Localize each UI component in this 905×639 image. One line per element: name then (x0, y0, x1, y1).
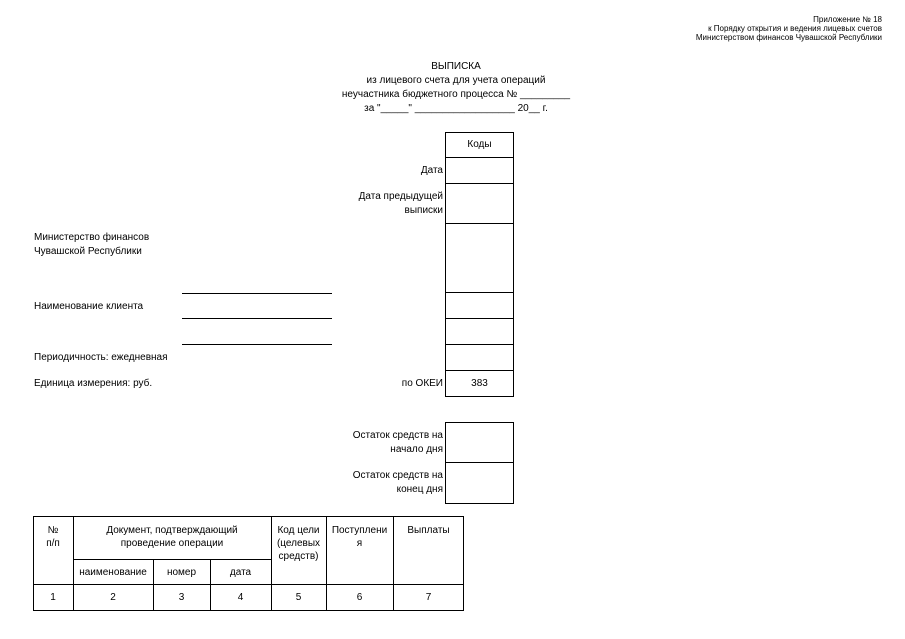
client-name-line-3 (182, 344, 332, 345)
okei-label: по ОКЕИ (401, 378, 443, 389)
row-number-4: 4 (237, 592, 244, 603)
codes-header: Коды (467, 139, 492, 150)
balance-end-label (300, 469, 443, 497)
row-number-3: 3 (178, 592, 185, 603)
balance-divider (445, 462, 514, 463)
codes-divider-5 (445, 318, 514, 319)
unit-label: Единица измерения: руб. (34, 378, 153, 389)
th-document-line-1: Документ, подтверждающий (106, 525, 238, 536)
th-income (326, 524, 393, 550)
okei-value: 383 (471, 378, 488, 389)
periodicity-label: Периодичность: ежедневная (34, 352, 168, 363)
ministry-line-2: Чувашской Республики (34, 246, 142, 257)
row-number-5: 5 (295, 592, 302, 603)
appendix-line-1: Приложение № 18 (813, 15, 882, 24)
th-goal-line-1: Код цели (277, 525, 320, 536)
row-number-6: 6 (356, 592, 363, 603)
th-doc-name: наименование (79, 567, 147, 578)
row-number-2: 2 (110, 592, 116, 603)
th-doc-number: номер (166, 567, 197, 578)
th-num (33, 524, 73, 550)
table-hline-body (33, 584, 464, 585)
ministry-line-1: Министерство финансов (34, 232, 150, 243)
th-payments: Выплаты (407, 525, 450, 536)
client-label: Наименование клиента (34, 301, 144, 312)
prev-statement-line-1: Дата предыдущей (358, 191, 443, 202)
th-goal-line-2: (целевых (276, 538, 321, 549)
codes-divider-3 (445, 223, 514, 224)
prev-statement-label (300, 190, 443, 218)
title-line-2: из лицевого счета для учета операций (366, 75, 546, 86)
th-doc-date: дата (229, 567, 252, 578)
balance-start-line-1: Остаток средств на (352, 430, 443, 441)
table-hline-sub (73, 559, 271, 560)
title-line-3: неучастника бюджетного процесса № _________ (341, 89, 571, 100)
row-number-7: 7 (425, 592, 432, 603)
appendix-line-3: Министерством финансов Чувашской Республики (695, 33, 882, 42)
th-goal-code (271, 524, 326, 563)
th-num-line-2: п/п (46, 538, 60, 549)
title-line-4: за "_____" __________________ 20__ г. (364, 103, 548, 114)
prev-statement-line-2: выписки (404, 205, 443, 216)
codes-column (445, 132, 514, 397)
th-document-line-2: проведение операции (120, 538, 224, 549)
title-line-1: ВЫПИСКА (431, 61, 481, 72)
balance-end-line-2: конец дня (396, 484, 443, 495)
th-document (73, 524, 271, 550)
th-income-line-2: я (356, 538, 363, 549)
codes-divider-1 (445, 157, 514, 158)
balance-end-line-1: Остаток средств на (352, 470, 443, 481)
th-num-line-1: № (47, 525, 59, 536)
date-label: Дата (420, 165, 443, 176)
client-name-line-2 (182, 318, 332, 319)
ministry-label (34, 231, 149, 259)
balance-box (445, 422, 514, 504)
codes-divider-4 (445, 292, 514, 293)
appendix-line-2: к Порядку открытия и ведения лицевых счетов (708, 24, 882, 33)
balance-start-line-2: начало дня (390, 444, 443, 455)
th-income-line-1: Поступлени (331, 525, 388, 536)
th-goal-line-3: средств) (278, 551, 319, 562)
client-name-line-1 (182, 293, 332, 294)
balance-start-label (300, 429, 443, 457)
document-title (306, 60, 606, 116)
row-number-1: 1 (50, 592, 56, 603)
codes-divider-6 (445, 344, 514, 345)
codes-divider-2 (445, 183, 514, 184)
codes-divider-7 (445, 370, 514, 371)
appendix-block (582, 15, 882, 42)
